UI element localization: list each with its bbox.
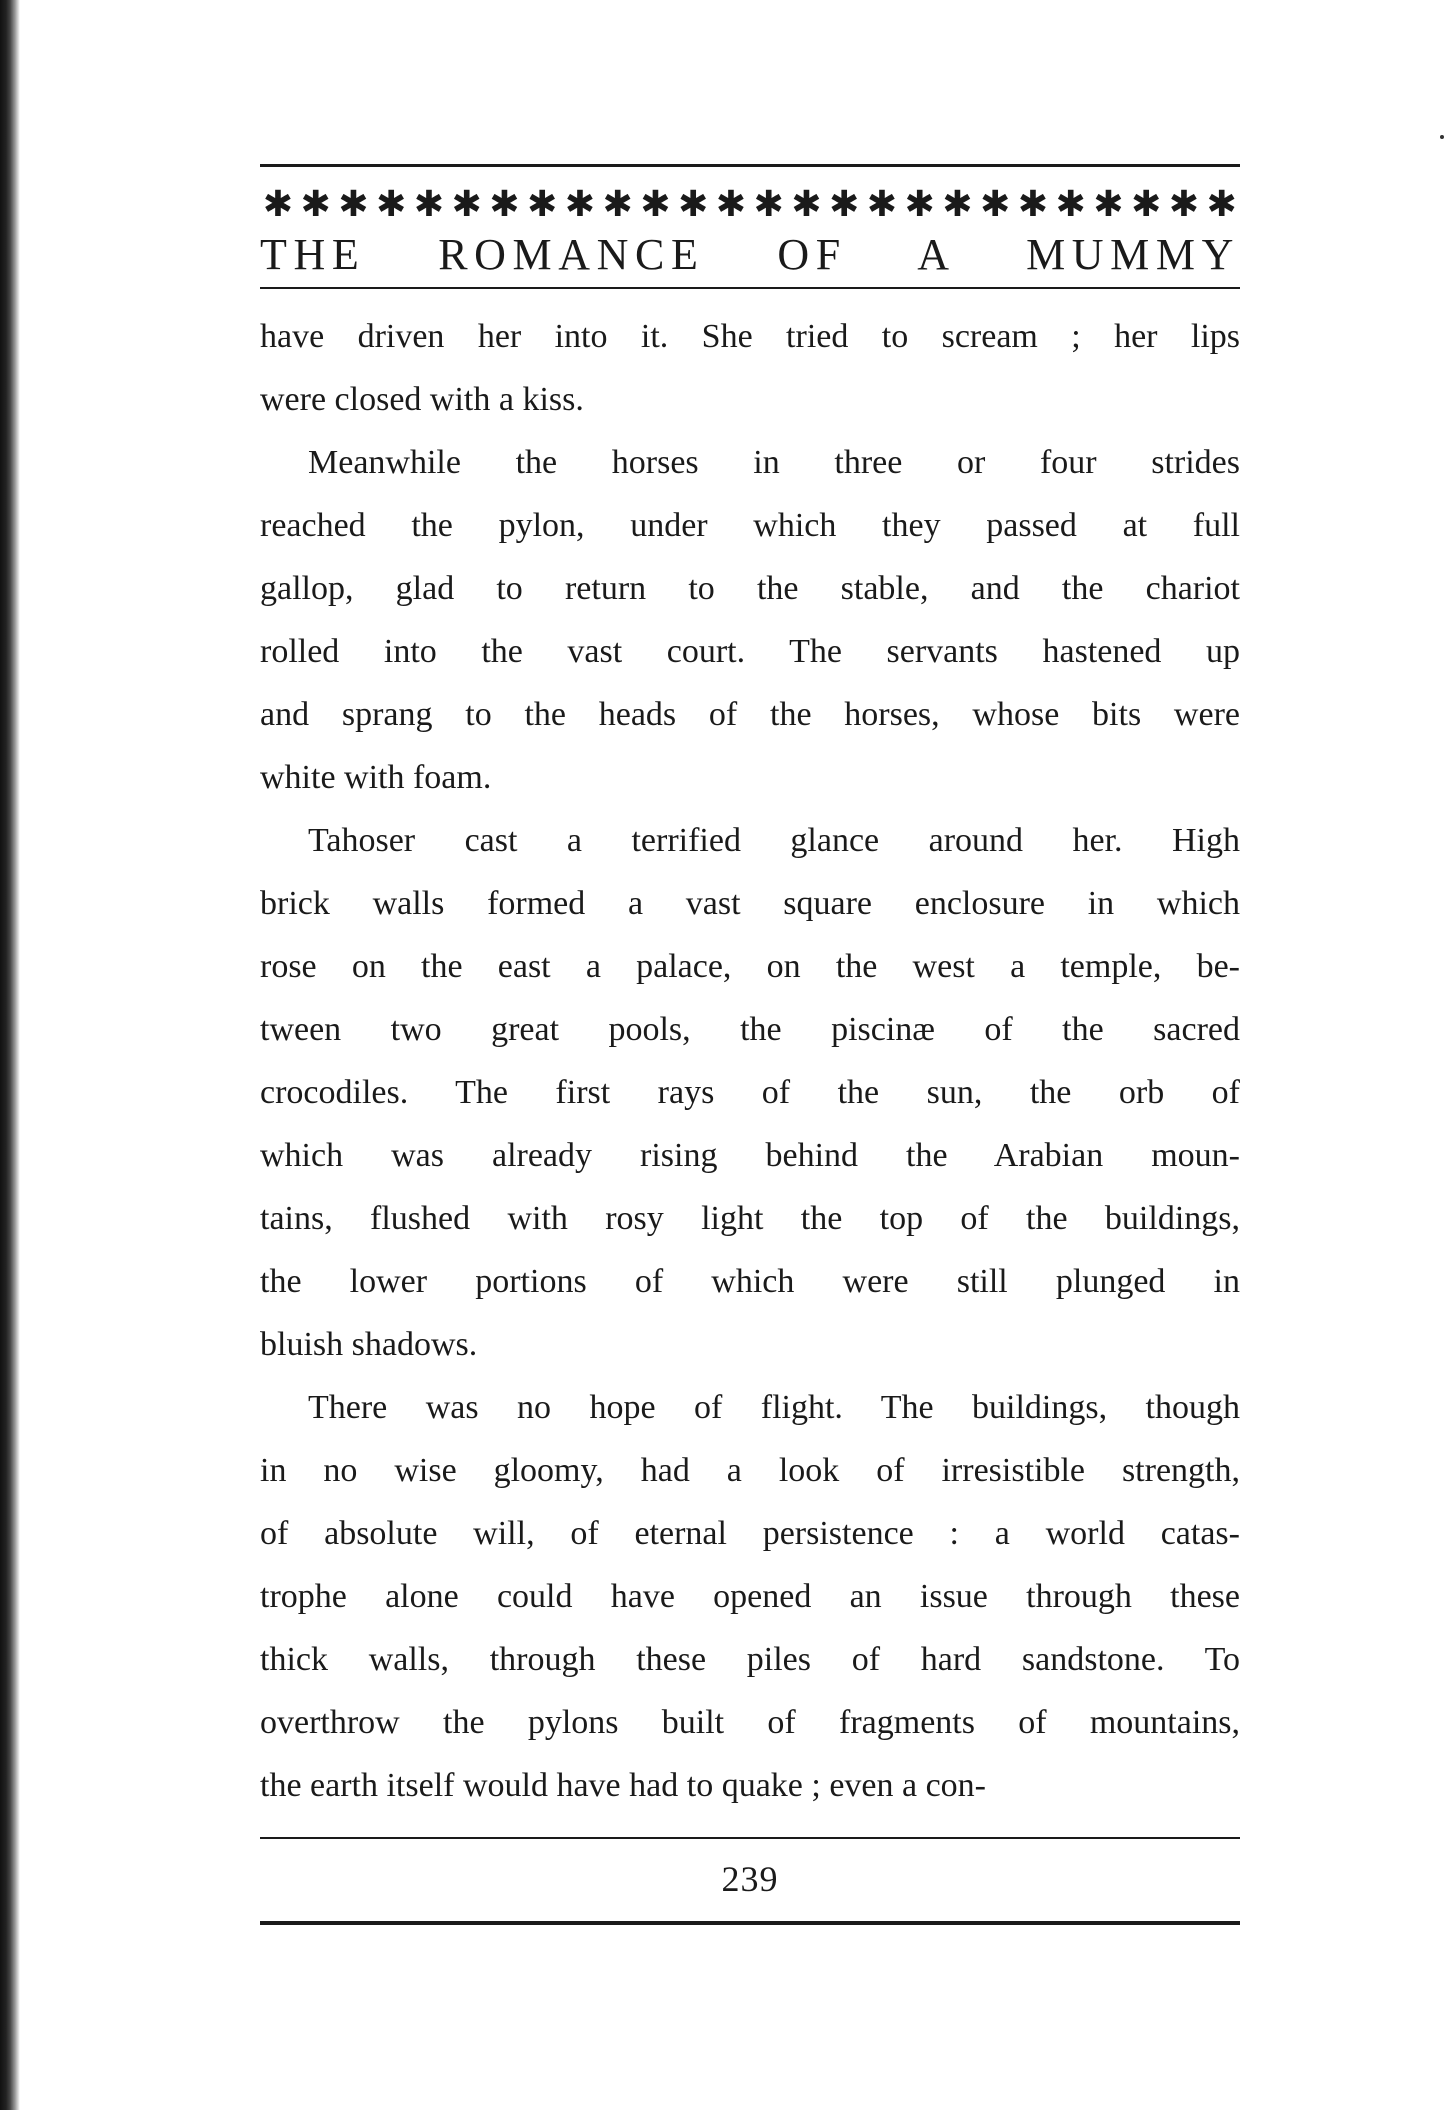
ornament-star: ✱	[300, 187, 331, 221]
ornament-star: ✱	[1093, 187, 1124, 221]
ornament-star: ✱	[791, 187, 822, 221]
footer-rule	[260, 1837, 1240, 1839]
header-rule	[260, 287, 1240, 289]
text-line: were closed with a kiss.	[260, 381, 584, 418]
ornament-star: ✱	[715, 187, 747, 221]
text-line: gallop, glad to return to the stable, and the chariot	[260, 570, 1240, 607]
ornament-star: ✱	[527, 187, 558, 221]
ornament-star: ✱	[564, 187, 596, 221]
ornament-star: ✱	[1055, 187, 1086, 221]
running-title: THE ROMANCE OF A MUMMY	[260, 230, 1240, 279]
text-line: tains, flushed with rosy light the top of the buildings,	[260, 1200, 1240, 1237]
text-line: brick walls formed a vast square enclosure in which	[260, 885, 1240, 922]
ornament-star: ✱	[1131, 187, 1162, 221]
binding-edge	[0, 0, 20, 2110]
text-line: tween two great pools, the piscinæ of the sacred	[260, 1011, 1240, 1048]
text-line: Tahoser cast a terrified glance around her. High	[308, 822, 1240, 859]
text-line: in no wise gloomy, had a look of irresistible strength,	[260, 1452, 1240, 1489]
text-line: of absolute will, of eternal persistence : a world catas-	[260, 1515, 1240, 1552]
ornament-star: ✱	[980, 187, 1011, 221]
ornament-border	[260, 187, 1240, 221]
ornament-star: ✱	[1206, 187, 1237, 221]
ornament-star: ✱	[602, 187, 633, 221]
paragraph	[260, 305, 1240, 431]
text-line: and sprang to the heads of the horses, whose bits were	[260, 696, 1240, 733]
ornament-star: ✱	[904, 187, 935, 221]
ornament-star: ✱	[640, 187, 671, 221]
text-line: reached the pylon, under which they passed at full	[260, 507, 1240, 544]
text-line: thick walls, through these piles of hard sandstone. To	[260, 1641, 1240, 1678]
book-page	[260, 164, 1240, 1925]
paragraph	[260, 431, 1240, 809]
page-number: 239	[721, 1859, 779, 1899]
top-rule	[260, 164, 1240, 167]
ornament-star: ✱	[451, 187, 482, 221]
ornament-star: ✱	[942, 187, 973, 221]
text-line: the earth itself would have had to quake ; even a con-	[260, 1767, 987, 1804]
text-line: bluish shadows.	[260, 1326, 478, 1363]
ornament-star: ✱	[413, 187, 445, 221]
ornament-star: ✱	[1168, 187, 1200, 221]
text-line: white with foam.	[260, 759, 492, 796]
paragraph	[260, 809, 1240, 1376]
text-line: Meanwhile the horses in three or four strides	[308, 444, 1240, 481]
paragraph	[260, 1376, 1240, 1817]
bottom-rule	[260, 1921, 1240, 1925]
ornament-star: ✱	[262, 187, 294, 221]
scan-speck	[1440, 135, 1444, 139]
text-line: trophe alone could have opened an issue through these	[260, 1578, 1240, 1615]
ornament-star: ✱	[1017, 187, 1049, 221]
ornament-star: ✱	[489, 187, 520, 221]
text-line: rose on the east a palace, on the west a temple, be-	[260, 948, 1240, 985]
ornament-star: ✱	[678, 187, 709, 221]
text-line: crocodiles. The first rays of the sun, the orb of	[260, 1074, 1240, 1111]
text-line: which was already rising behind the Arabian moun-	[260, 1137, 1240, 1174]
text-line: rolled into the vast court. The servants hastened up	[260, 633, 1240, 670]
ornament-star: ✱	[753, 187, 784, 221]
ornament-star: ✱	[866, 187, 898, 221]
ornament-star: ✱	[338, 187, 369, 221]
text-line: There was no hope of flight. The buildings, though	[308, 1389, 1240, 1426]
text-line: have driven her into it. She tried to scream ; her lips	[260, 318, 1240, 355]
text-line: overthrow the pylons built of fragments of mountains,	[260, 1704, 1240, 1741]
ornament-star: ✱	[376, 187, 407, 221]
body-text	[260, 305, 1240, 1817]
text-line: the lower portions of which were still plunged in	[260, 1263, 1240, 1300]
ornament-star: ✱	[829, 187, 860, 221]
